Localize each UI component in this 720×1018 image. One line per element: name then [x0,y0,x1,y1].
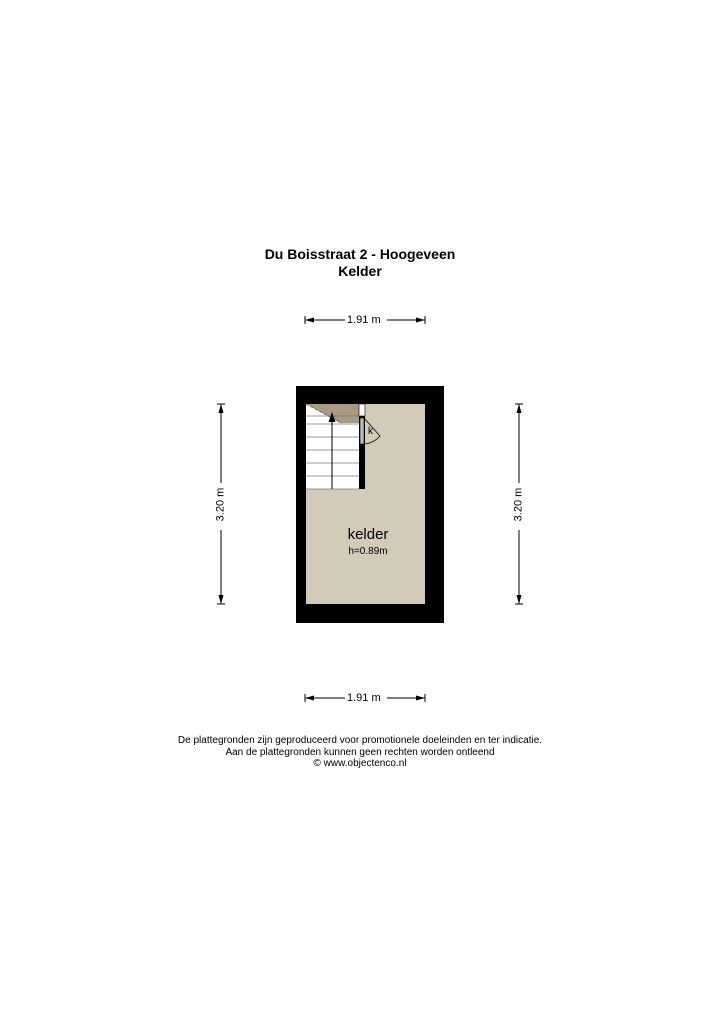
left-height-label: 3.20 m [214,487,227,522]
stair-partition-wall [359,404,365,489]
bottom-width-label: 1.91 m [347,692,381,704]
top-width-label: 1.91 m [347,314,381,326]
room-name: kelder [347,526,389,543]
disclaimer-copyright: © www.objectenco.nl [313,758,407,769]
right-height-label: 3.20 m [512,487,525,522]
disclaimer [0,735,720,770]
plan-floor-title: Kelder [338,263,382,279]
closet-label: k [368,426,373,437]
disclaimer-line-2: Aan de plattegronden kunnen geen rechten worden ontleend [225,746,495,758]
room-height: h=0.89m [348,546,388,557]
staircase [306,404,359,489]
plan-address-title: Du Boisstraat 2 - Hoogeveen [264,246,456,262]
disclaimer-line-1: De plattegronden zijn geproduceerd voor promotionele doeleinden en ter indicatie. [177,735,543,746]
